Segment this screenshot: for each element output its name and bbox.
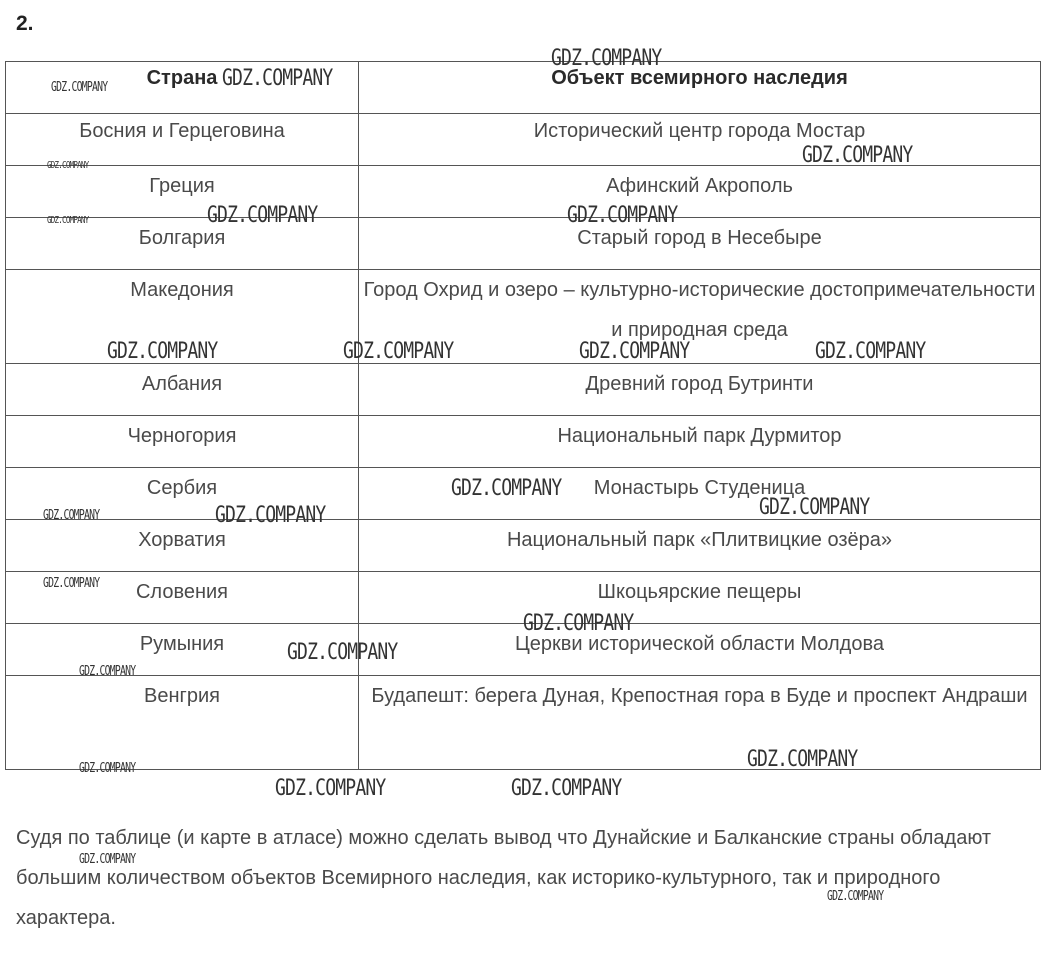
- country-cell: Сербия: [6, 468, 359, 520]
- country-cell: Румыния: [6, 624, 359, 676]
- country-cell: Хорватия: [6, 520, 359, 572]
- task-number: 2.: [16, 12, 34, 35]
- table-row: [6, 416, 1041, 468]
- heritage-cell: Будапешт: берега Дуная, Крепостная гора в Буде и проспект Андраши: [359, 676, 1041, 770]
- table-header-row: [6, 62, 1041, 114]
- table-row: [6, 166, 1041, 218]
- watermark: GDZ.COMPANY: [107, 339, 218, 364]
- table-row: [6, 624, 1041, 676]
- watermark: GDZ.COMPANY: [815, 339, 926, 364]
- watermark: GDZ.COMPANY: [79, 664, 136, 679]
- header-heritage-object: Объект всемирного наследия: [359, 62, 1041, 114]
- table-row: [6, 364, 1041, 416]
- country-cell: Черногория: [6, 416, 359, 468]
- watermark: GDZ.COMPANY: [523, 611, 634, 636]
- heritage-cell: Национальный парк «Плитвицкие озёра»: [359, 520, 1041, 572]
- watermark: GDZ.COMPANY: [275, 776, 386, 801]
- watermark: GDZ.COMPANY: [47, 160, 89, 171]
- watermark: GDZ.COMPANY: [579, 339, 690, 364]
- country-cell: Албания: [6, 364, 359, 416]
- country-cell: Словения: [6, 572, 359, 624]
- watermark: GDZ.COMPANY: [47, 215, 89, 226]
- heritage-cell: Национальный парк Дурмитор: [359, 416, 1041, 468]
- watermark: GDZ.COMPANY: [287, 640, 398, 665]
- watermark: GDZ.COMPANY: [511, 776, 622, 801]
- conclusion-text: Судя по таблице (и карте в атласе) можно сделать вывод что Дунайские и Балканские страны обладают большим количеством объектов Всемирного наследия, как историко-культурного, так и природного характера.: [16, 827, 992, 929]
- watermark: GDZ.COMPANY: [551, 46, 662, 71]
- country-cell: Македония: [6, 270, 359, 364]
- watermark: GDZ.COMPANY: [43, 576, 100, 591]
- heritage-cell: Исторический центр города Мостар: [359, 114, 1041, 166]
- table-row: [6, 520, 1041, 572]
- heritage-cell: Церкви исторической области Молдова: [359, 624, 1041, 676]
- watermark: GDZ.COMPANY: [79, 761, 136, 776]
- country-cell: Греция: [6, 166, 359, 218]
- watermark: GDZ.COMPANY: [827, 889, 884, 904]
- heritage-cell: Монастырь Студеница: [359, 468, 1041, 520]
- watermark: GDZ.COMPANY: [747, 747, 858, 772]
- watermark: GDZ.COMPANY: [802, 143, 913, 168]
- watermark: GDZ.COMPANY: [222, 66, 333, 91]
- table-row: [6, 218, 1041, 270]
- table-row: [6, 676, 1041, 770]
- heritage-cell: Афинский Акрополь: [359, 166, 1041, 218]
- table-row: [6, 270, 1041, 364]
- watermark: GDZ.COMPANY: [343, 339, 454, 364]
- country-cell: Босния и Герцеговина: [6, 114, 359, 166]
- heritage-cell: Древний город Бутринти: [359, 364, 1041, 416]
- heritage-cell: Город Охрид и озеро – культурно-исторические достопримечательности и природная среда: [359, 270, 1041, 364]
- heritage-cell: Шкоцьярские пещеры: [359, 572, 1041, 624]
- watermark: GDZ.COMPANY: [79, 852, 136, 867]
- table-row: [6, 468, 1041, 520]
- heritage-table: [5, 61, 1041, 770]
- watermark: GDZ.COMPANY: [43, 508, 100, 523]
- watermark: GDZ.COMPANY: [207, 203, 318, 228]
- country-cell: Венгрия: [6, 676, 359, 770]
- header-country: Страна: [6, 62, 359, 114]
- watermark: GDZ.COMPANY: [215, 503, 326, 528]
- watermark: GDZ.COMPANY: [51, 80, 108, 95]
- watermark: GDZ.COMPANY: [567, 203, 678, 228]
- table-row: [6, 572, 1041, 624]
- country-cell: Болгария: [6, 218, 359, 270]
- heritage-cell: Старый город в Несебыре: [359, 218, 1041, 270]
- watermark: GDZ.COMPANY: [451, 476, 562, 501]
- table-row: [6, 114, 1041, 166]
- watermark: GDZ.COMPANY: [759, 495, 870, 520]
